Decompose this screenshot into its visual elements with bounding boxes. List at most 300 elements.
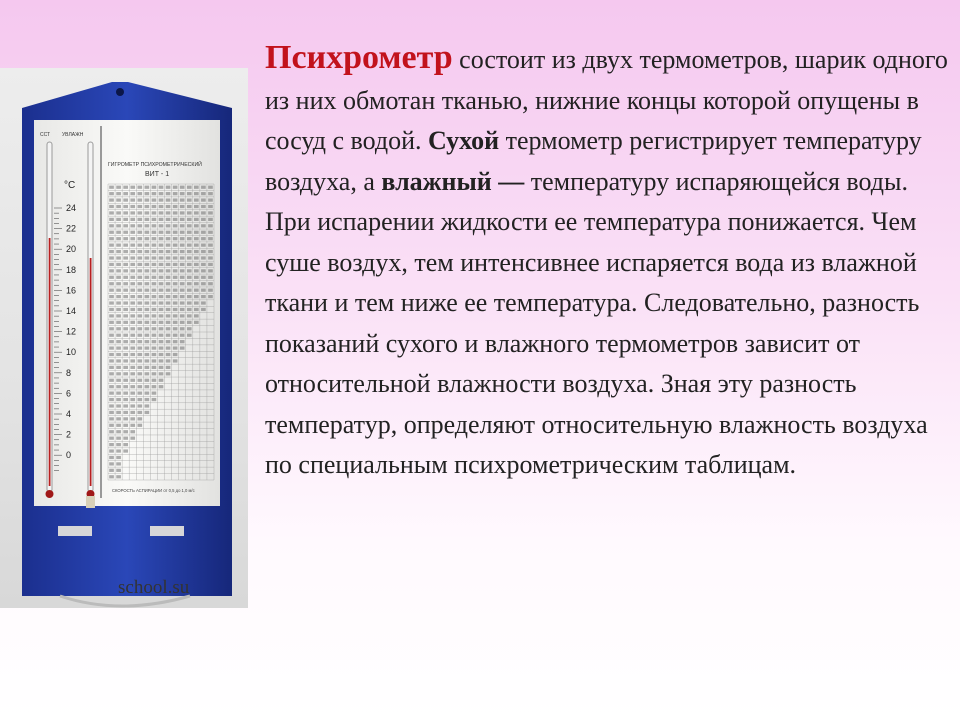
- scale-tick-label: 16: [66, 285, 77, 296]
- water-slot-left: [58, 526, 92, 536]
- table-cell: [130, 417, 135, 420]
- table-cell: [130, 340, 135, 343]
- table-cell: [116, 211, 121, 214]
- table-cell: [201, 301, 206, 304]
- table-cell: [109, 192, 114, 195]
- table-cell: [116, 237, 121, 240]
- table-cell: [159, 366, 164, 369]
- table-cell: [152, 276, 157, 279]
- table-cell: [208, 186, 213, 189]
- table-cell: [116, 276, 121, 279]
- table-cell: [123, 366, 128, 369]
- table-cell: [116, 366, 121, 369]
- table-cell: [116, 250, 121, 253]
- table-cell: [194, 186, 199, 189]
- table-cell: [166, 244, 171, 247]
- table-cell: [152, 224, 157, 227]
- table-cell: [137, 269, 142, 272]
- table-cell: [173, 353, 178, 356]
- table-cell: [201, 218, 206, 221]
- table-cell: [194, 308, 199, 311]
- table-cell: [173, 244, 178, 247]
- table-cell: [116, 186, 121, 189]
- table-cell: [173, 295, 178, 298]
- table-cell: [194, 301, 199, 304]
- table-cell: [166, 237, 171, 240]
- table-cell: [152, 237, 157, 240]
- table-cell: [109, 385, 114, 388]
- table-cell: [130, 192, 135, 195]
- table-cell: [116, 198, 121, 201]
- table-cell: [130, 353, 135, 356]
- table-cell: [145, 192, 150, 195]
- table-cell: [159, 224, 164, 227]
- table-cell: [173, 231, 178, 234]
- table-cell: [187, 237, 192, 240]
- table-cell: [187, 334, 192, 337]
- table-cell: [194, 224, 199, 227]
- table-cell: [173, 186, 178, 189]
- table-cell: [109, 340, 114, 343]
- table-cell: [201, 250, 206, 253]
- table-cell: [130, 295, 135, 298]
- table-cell: [145, 366, 150, 369]
- table-cell: [123, 301, 128, 304]
- table-cell: [109, 308, 114, 311]
- table-cell: [116, 314, 121, 317]
- table-cell: [166, 334, 171, 337]
- table-cell: [123, 295, 128, 298]
- table-cell: [187, 250, 192, 253]
- table-cell: [137, 392, 142, 395]
- table-cell: [137, 346, 142, 349]
- table-cell: [208, 295, 213, 298]
- table-cell: [137, 411, 142, 414]
- table-cell: [173, 327, 178, 330]
- table-cell: [159, 334, 164, 337]
- table-cell: [130, 411, 135, 414]
- table-cell: [166, 340, 171, 343]
- table-cell: [173, 218, 178, 221]
- table-cell: [116, 372, 121, 375]
- table-cell: [145, 282, 150, 285]
- table-cell: [130, 282, 135, 285]
- table-cell: [116, 289, 121, 292]
- table-cell: [173, 269, 178, 272]
- table-cell: [109, 321, 114, 324]
- table-cell: [152, 269, 157, 272]
- table-cell: [194, 263, 199, 266]
- table-cell: [159, 244, 164, 247]
- table-cell: [166, 295, 171, 298]
- table-cell: [180, 308, 185, 311]
- table-cell: [152, 301, 157, 304]
- table-cell: [109, 437, 114, 440]
- table-footer: СКОРОСТЬ АСПИРАЦИИ от 0,5 до 1,0 м/с: [112, 488, 195, 493]
- table-cell: [187, 211, 192, 214]
- table-model: ВИТ - 1: [145, 171, 170, 178]
- table-cell: [109, 430, 114, 433]
- table-cell: [208, 250, 213, 253]
- table-cell: [123, 353, 128, 356]
- table-cell: [145, 385, 150, 388]
- table-cell: [145, 379, 150, 382]
- scale-tick-label: 0: [66, 450, 72, 461]
- table-cell: [201, 289, 206, 292]
- table-cell: [123, 398, 128, 401]
- table-cell: [187, 256, 192, 259]
- table-cell: [152, 314, 157, 317]
- table-cell: [123, 411, 128, 414]
- table-cell: [130, 372, 135, 375]
- table-cell: [116, 192, 121, 195]
- table-cell: [137, 231, 142, 234]
- table-cell: [130, 276, 135, 279]
- table-cell: [187, 218, 192, 221]
- table-cell: [137, 327, 142, 330]
- scale-tick-label: 2: [66, 429, 72, 440]
- table-cell: [152, 398, 157, 401]
- table-cell: [152, 327, 157, 330]
- table-cell: [173, 301, 178, 304]
- table-cell: [145, 334, 150, 337]
- table-cell: [173, 276, 178, 279]
- text-part-1: состоит из двух термометров, шарик одного из них обмотан тканью, нижние концы которой опущены в сосуд с водой.: [265, 45, 948, 155]
- table-cell: [194, 237, 199, 240]
- table-cell: [130, 186, 135, 189]
- table-cell: [159, 186, 164, 189]
- table-cell: [130, 289, 135, 292]
- table-cell: [194, 198, 199, 201]
- table-cell: [123, 231, 128, 234]
- table-cell: [130, 263, 135, 266]
- table-cell: [187, 205, 192, 208]
- table-cell: [116, 353, 121, 356]
- table-cell: [166, 366, 171, 369]
- scale-unit: °C: [64, 180, 76, 191]
- table-cell: [201, 224, 206, 227]
- table-cell: [137, 385, 142, 388]
- table-cell: [130, 224, 135, 227]
- table-cell: [201, 198, 206, 201]
- table-cell: [123, 211, 128, 214]
- table-cell: [137, 295, 142, 298]
- table-cell: [159, 211, 164, 214]
- table-cell: [130, 404, 135, 407]
- table-cell: [187, 192, 192, 195]
- table-cell: [109, 372, 114, 375]
- table-cell: [137, 237, 142, 240]
- table-cell: [173, 308, 178, 311]
- description-text: [265, 38, 950, 486]
- scale-tick-label: 24: [66, 203, 77, 213]
- table-cell: [137, 186, 142, 189]
- table-cell: [137, 282, 142, 285]
- table-cell: [109, 443, 114, 446]
- table-cell: [166, 192, 171, 195]
- table-cell: [123, 256, 128, 259]
- table-cell: [145, 211, 150, 214]
- table-cell: [137, 192, 142, 195]
- table-cell: [159, 269, 164, 272]
- table-cell: [208, 218, 213, 221]
- table-cell: [159, 289, 164, 292]
- table-cell: [180, 256, 185, 259]
- table-cell: [123, 404, 128, 407]
- table-cell: [116, 424, 121, 427]
- table-cell: [159, 192, 164, 195]
- table-cell: [173, 237, 178, 240]
- table-cell: [109, 392, 114, 395]
- table-cell: [137, 250, 142, 253]
- table-cell: [137, 301, 142, 304]
- table-cell: [137, 334, 142, 337]
- table-cell: [130, 198, 135, 201]
- psychrometer-photo: [0, 68, 248, 608]
- table-cell: [152, 256, 157, 259]
- table-cell: [145, 314, 150, 317]
- table-cell: [123, 443, 128, 446]
- table-cell: [109, 475, 114, 478]
- scale-tick-label: 8: [66, 367, 72, 378]
- table-cell: [123, 250, 128, 253]
- table-cell: [145, 269, 150, 272]
- table-cell: [116, 359, 121, 362]
- table-cell: [109, 353, 114, 356]
- table-cell: [173, 263, 178, 266]
- water-slot-right: [150, 526, 184, 536]
- table-cell: [201, 295, 206, 298]
- table-cell: [109, 366, 114, 369]
- table-cell: [145, 244, 150, 247]
- table-cell: [201, 231, 206, 234]
- table-cell: [187, 301, 192, 304]
- table-cell: [116, 321, 121, 324]
- table-cell: [137, 417, 142, 420]
- table-cell: [180, 250, 185, 253]
- table-cell: [137, 289, 142, 292]
- table-cell: [152, 321, 157, 324]
- table-cell: [166, 314, 171, 317]
- table-cell: [166, 276, 171, 279]
- table-cell: [208, 256, 213, 259]
- table-cell: [208, 198, 213, 201]
- table-cell: [159, 308, 164, 311]
- scale-label-right: УВЛАЖН: [62, 132, 84, 138]
- table-cell: [137, 359, 142, 362]
- table-cell: [180, 218, 185, 221]
- table-cell: [180, 289, 185, 292]
- table-cell: [194, 269, 199, 272]
- table-cell: [137, 263, 142, 266]
- table-cell: [145, 353, 150, 356]
- table-cell: [145, 372, 150, 375]
- table-cell: [130, 256, 135, 259]
- table-cell: [116, 417, 121, 420]
- table-cell: [180, 314, 185, 317]
- term-dry: Сухой: [428, 126, 500, 155]
- table-cell: [194, 205, 199, 208]
- table-cell: [109, 456, 114, 459]
- table-cell: [173, 256, 178, 259]
- table-cell: [187, 282, 192, 285]
- table-cell: [208, 289, 213, 292]
- table-cell: [194, 282, 199, 285]
- table-cell: [201, 256, 206, 259]
- table-cell: [159, 250, 164, 253]
- table-cell: [166, 231, 171, 234]
- table-cell: [145, 359, 150, 362]
- table-cell: [145, 250, 150, 253]
- scale-tick-label: 20: [66, 244, 77, 255]
- table-cell: [152, 353, 157, 356]
- table-cell: [109, 289, 114, 292]
- table-cell: [123, 192, 128, 195]
- table-cell: [166, 224, 171, 227]
- table-cell: [159, 327, 164, 330]
- table-cell: [109, 211, 114, 214]
- table-cell: [208, 237, 213, 240]
- table-cell: [194, 276, 199, 279]
- table-cell: [194, 314, 199, 317]
- table-cell: [137, 198, 142, 201]
- table-cell: [116, 449, 121, 452]
- table-cell: [201, 205, 206, 208]
- table-cell: [187, 321, 192, 324]
- table-cell: [116, 411, 121, 414]
- table-cell: [166, 198, 171, 201]
- table-cell: [116, 244, 121, 247]
- table-cell: [166, 250, 171, 253]
- table-cell: [109, 276, 114, 279]
- table-cell: [187, 263, 192, 266]
- table-cell: [123, 379, 128, 382]
- table-cell: [137, 372, 142, 375]
- table-cell: [123, 430, 128, 433]
- table-cell: [194, 250, 199, 253]
- table-cell: [116, 282, 121, 285]
- table-cell: [123, 340, 128, 343]
- psychrometer-illustration: [0, 68, 248, 608]
- table-cell: [152, 205, 157, 208]
- table-cell: [166, 282, 171, 285]
- table-cell: [116, 334, 121, 337]
- table-cell: [116, 327, 121, 330]
- table-cell: [159, 256, 164, 259]
- hanging-hole: [116, 88, 124, 96]
- table-cell: [180, 198, 185, 201]
- table-cell: [123, 359, 128, 362]
- table-cell: [152, 218, 157, 221]
- table-cell: [159, 282, 164, 285]
- scale-tick-label: 10: [66, 347, 77, 358]
- table-cell: [180, 346, 185, 349]
- table-cell: [173, 289, 178, 292]
- table-cell: [145, 289, 150, 292]
- table-cell: [137, 308, 142, 311]
- table-cell: [123, 334, 128, 337]
- table-cell: [173, 224, 178, 227]
- table-cell: [152, 289, 157, 292]
- table-cell: [116, 475, 121, 478]
- table-cell: [123, 346, 128, 349]
- table-cell: [159, 198, 164, 201]
- table-cell: [123, 276, 128, 279]
- table-cell: [130, 250, 135, 253]
- table-cell: [130, 231, 135, 234]
- text-part-2: термометр регистрирует температуру воздуха, а: [265, 126, 922, 196]
- table-cell: [145, 411, 150, 414]
- table-cell: [187, 308, 192, 311]
- table-cell: [180, 231, 185, 234]
- table-cell: [109, 334, 114, 337]
- table-cell: [130, 237, 135, 240]
- table-cell: [180, 205, 185, 208]
- table-cell: [116, 269, 121, 272]
- table-cell: [116, 301, 121, 304]
- table-cell: [152, 346, 157, 349]
- table-cell: [152, 211, 157, 214]
- table-cell: [180, 237, 185, 240]
- table-cell: [187, 289, 192, 292]
- table-cell: [145, 256, 150, 259]
- table-cell: [123, 198, 128, 201]
- table-cell: [187, 224, 192, 227]
- table-cell: [173, 211, 178, 214]
- table-cell: [137, 218, 142, 221]
- table-cell: [137, 276, 142, 279]
- scale-tick-label: 14: [66, 306, 77, 316]
- table-cell: [159, 301, 164, 304]
- table-cell: [173, 359, 178, 362]
- term-wet: влажный —: [381, 166, 525, 196]
- table-cell: [137, 424, 142, 427]
- table-cell: [166, 359, 171, 362]
- table-cell: [180, 276, 185, 279]
- table-cell: [159, 237, 164, 240]
- table-cell: [159, 379, 164, 382]
- table-cell: [130, 218, 135, 221]
- table-cell: [145, 392, 150, 395]
- scale-tick-label: 4: [66, 409, 72, 419]
- table-cell: [116, 392, 121, 395]
- table-cell: [187, 231, 192, 234]
- table-cell: [187, 244, 192, 247]
- table-cell: [187, 186, 192, 189]
- table-cell: [109, 205, 114, 208]
- table-cell: [116, 443, 121, 446]
- table-cell: [201, 308, 206, 311]
- table-cell: [152, 282, 157, 285]
- table-cell: [187, 269, 192, 272]
- scale-plate: [34, 120, 220, 506]
- table-cell: [137, 211, 142, 214]
- table-cell: [130, 211, 135, 214]
- table-cell: [166, 218, 171, 221]
- table-cell: [201, 263, 206, 266]
- table-cell: [130, 359, 135, 362]
- table-cell: [173, 192, 178, 195]
- table-cell: [130, 269, 135, 272]
- table-cell: [123, 269, 128, 272]
- table-cell: [116, 218, 121, 221]
- table-cell: [116, 231, 121, 234]
- table-cell: [208, 192, 213, 195]
- table-cell: [116, 379, 121, 382]
- table-cell: [201, 211, 206, 214]
- table-cell: [145, 398, 150, 401]
- table-cell: [123, 289, 128, 292]
